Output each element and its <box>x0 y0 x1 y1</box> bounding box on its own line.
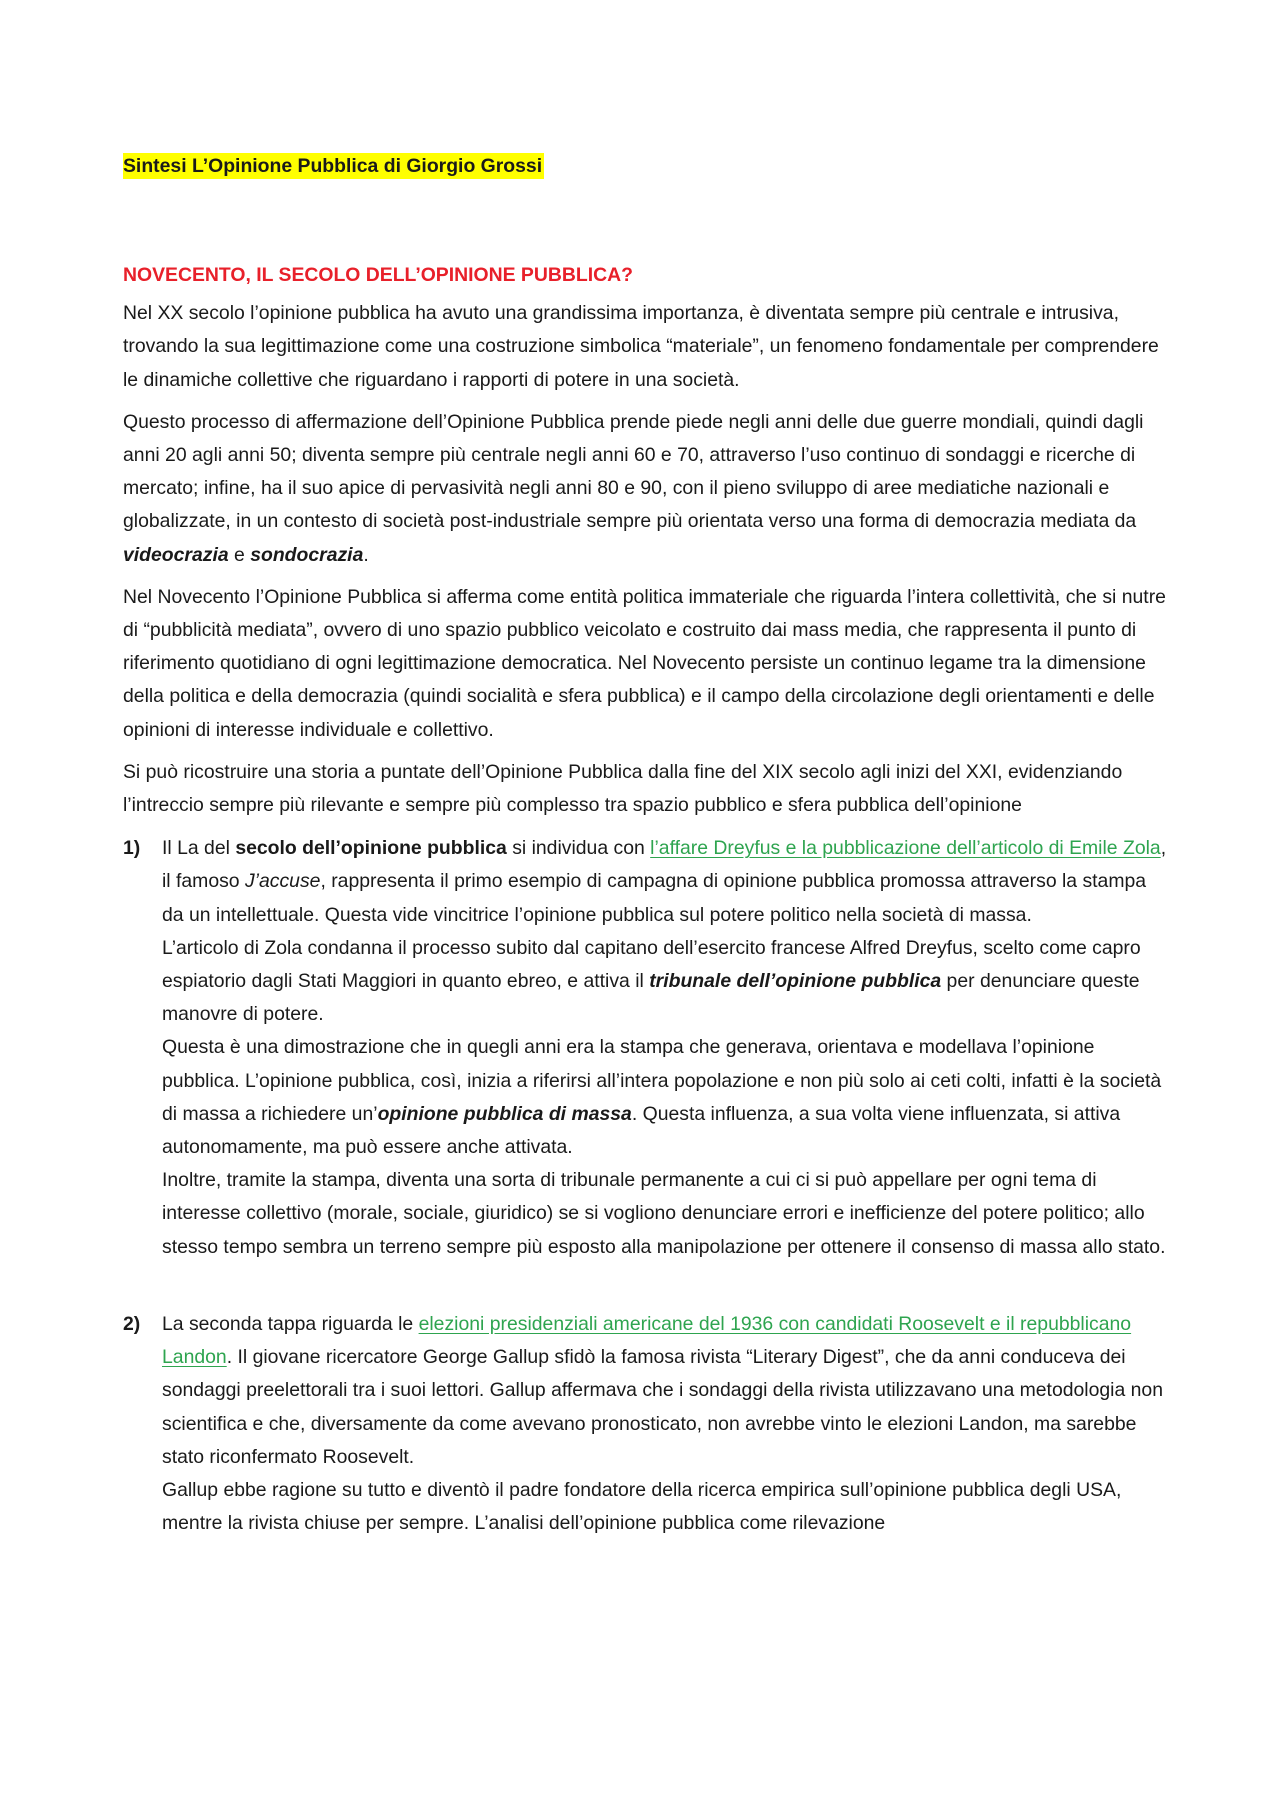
list-number-1: 1) <box>123 837 141 860</box>
item-1-text-mid: si individua con <box>506 837 651 860</box>
item-1-sentence-3 <box>162 1031 1168 1164</box>
item-1-bold: secolo dell’opinione pubblica <box>235 837 507 860</box>
section-heading: NOVECENTO, IL SECOLO DELL’OPINIONE PUBBLICA? <box>123 264 633 287</box>
paragraph-2-text: Questo processo di affermazione dell’Opinione Pubblica prende piede negli anni delle due guerre mondiali, quindi dagli anni 20 agli anni 50; diventa sempre più centrale negli anni 60 e 70, attraverso l’uso continuo di sondaggi e ricerche di mercato; infine, ha il suo apice di pervasività negli anni 80 e 90, con il pieno sviluppo di aree mediatiche nazionali e globalizzate, in un contesto di società post-industriale sempre più orientata verso una forma di democrazia mediata da <box>123 410 1144 533</box>
item-1-s2-end: per denunciare queste manovre di potere. <box>162 970 1140 1026</box>
item-1-s3-end: . Questa influenza, a sua volta viene influenzata, si attiva autonomamente, ma può essere anche attivata. <box>162 1102 1121 1159</box>
item-1-sentence-4: Inoltre, tramite la stampa, diventa una sorta di tribunale permanente a cui ci si può appellare per ogni tema di interesse collettivo (morale, sociale, giuridico) se si vogliono denunciare errori e inefficienze del potere politico; allo stesso tempo sembra un terreno sempre più esposto alla manipolazione per ottenere il consenso di massa allo stato. <box>162 1169 1166 1258</box>
spacer <box>123 1264 1168 1298</box>
item-2-text: La seconda tappa riguarda le <box>162 1312 419 1335</box>
item-1-text: Il La del <box>162 837 236 860</box>
emphasis-sondocrazia: sondocrazia <box>250 543 364 566</box>
dreyfus-link[interactable]: l’affare Dreyfus e la pubblicazione dell’articolo di Emile Zola <box>650 837 1161 860</box>
item-2-sentence-1 <box>162 1308 1168 1474</box>
item-1-text-end: , rappresenta il primo esempio di campagna di opinione pubblica promossa attraverso la stampa da un intellettuale. Questa vide vincitrice l’opinione pubblica sul potere politico nella società di massa. <box>162 870 1147 926</box>
list-item-1 <box>123 832 1168 1264</box>
item-1-s3-emphasis: opinione pubblica di massa <box>377 1102 632 1125</box>
paragraph-3: Nel Novecento l’Opinione Pubblica si afferma come entità politica immateriale che riguarda l’intera collettività, che si nutre di “pubblicità mediata”, ovvero di uno spazio pubblico veicolato e costruito dai mass media, che rappresenta il punto di riferimento quotidiano di ogni legittimazione democratica. Nel Novecento persiste un continuo legame tra la dimensione della politica e della democrazia (quindi socialità e sfera pubblica) e il campo della circolazione degli orientamenti e delle opinioni di interesse individuale e collettivo. <box>123 585 1166 741</box>
item-1-s3-text: Questa è una dimostrazione che in quegli anni era la stampa che generava, orientava e modellava l’opinione pubblica. L’opinione pubblica, così, inizia a riferirsi all’intera popolazione e non più solo ai ceti colti, infatti è la società di massa a richiedere un’ <box>162 1036 1162 1125</box>
item-1-sentence-2 <box>162 932 1168 1032</box>
paragraph-4: Si può ricostruire una storia a puntate dell’Opinione Pubblica dalla fine del XIX secolo agli inizi del XXI, evidenziando l’intreccio sempre più rilevante e sempre più complesso tra spazio pubblico e sfera pubblica dell’opinione <box>123 760 1123 817</box>
paragraph-2 <box>123 406 1168 572</box>
elections-1936-link[interactable]: elezioni presidenziali americane del 1936 con candidati Roosevelt e il repubblicano Landon <box>162 1312 1132 1369</box>
item-1-text-mid2: , il famoso <box>162 837 1167 893</box>
document-title: Sintesi L’Opinione Pubblica di Giorgio Grossi <box>123 155 543 177</box>
item-1-sentence-1 <box>162 832 1168 932</box>
item-2-text-end: . Il giovane ricercatore George Gallup sfidò la famosa rivista “Literary Digest”, che da anni conduceva dei sondaggi preelettorali tra i suoi lettori. Gallup affermava che i sondaggi della rivista utilizzavano una metodologia non scientifica e che, diversamente da come avevano pronosticato, non avrebbe vinto le elezioni Landon, ma sarebbe stato riconfermato Roosevelt. <box>162 1346 1164 1468</box>
paragraph-1: Nel XX secolo l’opinione pubblica ha avuto una grandissima importanza, è diventata sempre più centrale e intrusiva, trovando la sua legittimazione come una costruzione simbolica “materiale”, un fenomeno fondamentale per comprendere le dinamiche collettive che riguardano i rapporti di potere in una società. <box>123 302 1159 391</box>
item-1-italic: J’accuse <box>244 870 321 893</box>
list-item-2 <box>123 1308 1168 1540</box>
item-1-s2-emphasis: tribunale dell’opinione pubblica <box>649 970 942 993</box>
item-2-sentence-2: Gallup ebbe ragione su tutto e diventò il padre fondatore della ricerca empirica sull’opinione pubblica degli USA, mentre la rivista chiuse per sempre. L’analisi dell’opinione pubblica come rilevazione <box>162 1478 1122 1535</box>
paragraph-2-end: . <box>363 543 369 566</box>
list-number-2: 2) <box>123 1312 141 1335</box>
item-1-s2-text: L’articolo di Zola condanna il processo subito dal capitano dell’esercito francese Alfred Dreyfus, scelto come capro espiatorio dagli Stati Maggiori in quanto ebreo, e attiva il <box>162 936 1141 993</box>
emphasis-videocrazia: videocrazia <box>123 543 229 566</box>
paragraph-2-conj: e <box>228 543 251 566</box>
